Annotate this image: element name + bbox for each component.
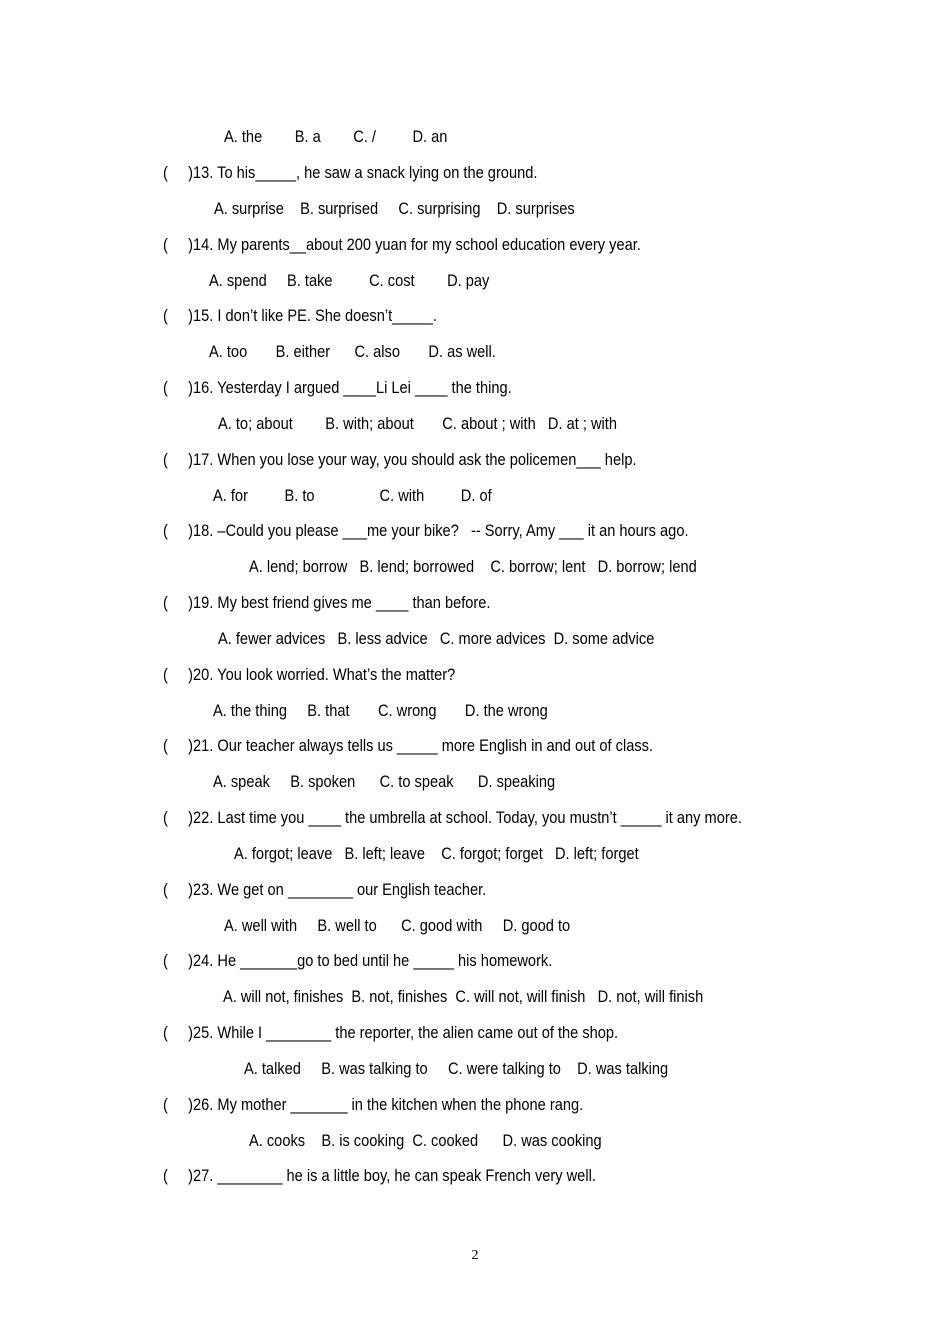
options-23: A. well with B. well to C. good with D. good to xyxy=(224,916,571,935)
question-22: ( )22. Last time you ____ the umbrella at school. Today, you mustn’t _____ it any more. xyxy=(163,808,742,827)
options-14: A. spend B. take C. cost D. pay xyxy=(209,271,490,290)
options-18: A. lend; borrow B. lend; borrowed C. borrow; lent D. borrow; lend xyxy=(249,557,697,576)
question-21: ( )21. Our teacher always tells us _____ more English in and out of class. xyxy=(163,736,654,755)
options-13: A. surprise B. surprised C. surprising D. surprises xyxy=(214,199,575,218)
options-25: A. talked B. was talking to C. were talking to D. was talking xyxy=(244,1059,669,1078)
question-25: ( )25. While I ________ the reporter, the alien came out of the shop. xyxy=(163,1023,619,1042)
question-13: ( )13. To his_____, he saw a snack lying on the ground. xyxy=(163,163,538,182)
question-26: ( )26. My mother _______ in the kitchen when the phone rang. xyxy=(163,1095,584,1114)
options-26: A. cooks B. is cooking C. cooked D. was cooking xyxy=(249,1131,602,1150)
question-20: ( )20. You look worried. What’s the matter? xyxy=(163,665,456,684)
question-23: ( )23. We get on ________ our English teacher. xyxy=(163,880,487,899)
question-27: ( )27. ________ he is a little boy, he can speak French very well. xyxy=(163,1166,596,1185)
page-number: 2 xyxy=(471,1248,479,1263)
options-12: A. the B. a C. / D. an xyxy=(224,127,448,146)
options-16: A. to; about B. with; about C. about ; with D. at ; with xyxy=(218,414,617,433)
options-19: A. fewer advices B. less advice C. more advices D. some advice xyxy=(218,629,655,648)
options-20: A. the thing B. that C. wrong D. the wrong xyxy=(213,701,548,720)
question-19: ( )19. My best friend gives me ____ than before. xyxy=(163,593,491,612)
question-16: ( )16. Yesterday I argued ____Li Lei ____ the thing. xyxy=(163,378,512,397)
options-21: A. speak B. spoken C. to speak D. speaking xyxy=(213,772,556,791)
options-15: A. too B. either C. also D. as well. xyxy=(209,342,496,361)
options-22: A. forgot; leave B. left; leave C. forgot; forget D. left; forget xyxy=(234,844,639,863)
question-24: ( )24. He _______go to bed until he _____ his homework. xyxy=(163,951,553,970)
question-14: ( )14. My parents__about 200 yuan for my school education every year. xyxy=(163,235,641,254)
question-15: ( )15. I don’t like PE. She doesn’t_____. xyxy=(163,306,437,325)
options-24: A. will not, finishes B. not, finishes C. will not, will finish D. not, will finish xyxy=(223,987,704,1006)
question-18: ( )18. –Could you please ___me your bike? -- Sorry, Amy ___ it an hours ago. xyxy=(163,521,689,540)
options-17: A. for B. to C. with D. of xyxy=(213,486,492,505)
question-17: ( )17. When you lose your way, you should ask the policemen___ help. xyxy=(163,450,637,469)
